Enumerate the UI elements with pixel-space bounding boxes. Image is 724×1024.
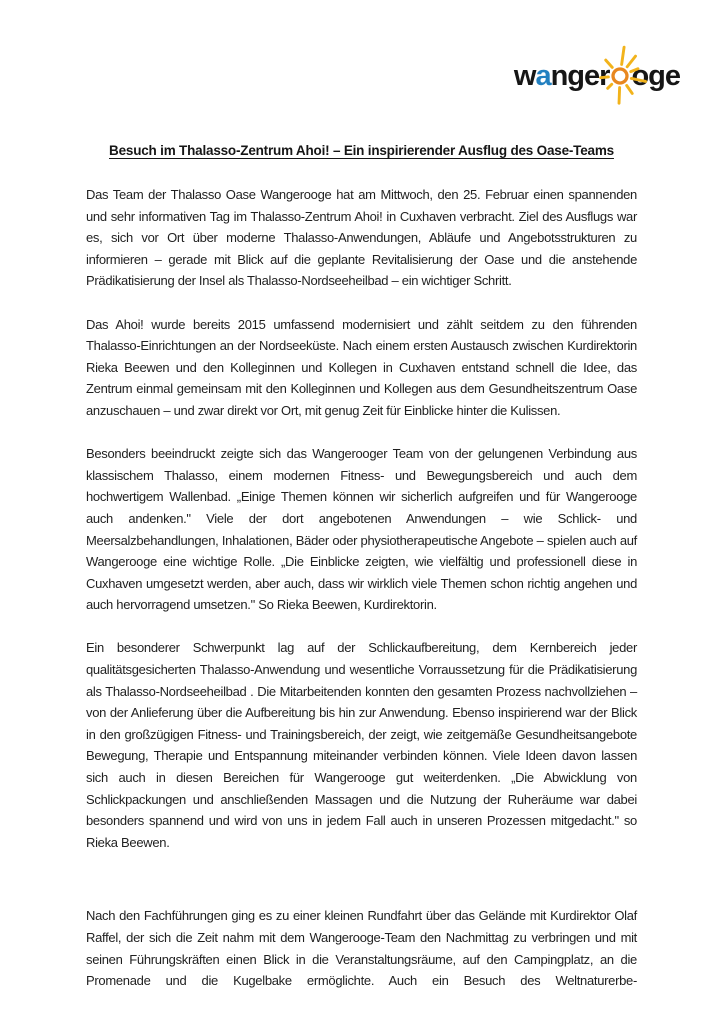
- wangerooge-logo: [514, 60, 680, 93]
- wave-a-icon: a: [535, 60, 551, 92]
- page-title: Besuch im Thalasso-Zentrum Ahoi! – Ein inspirierender Ausflug des Oase-Teams: [109, 143, 614, 158]
- logo-letters-nger: nger: [550, 60, 610, 92]
- paragraph-list: [86, 184, 637, 992]
- logo-letters-oge: oge: [631, 60, 680, 92]
- paragraph: Das Team der Thalasso Oase Wangerooge hat am Mittwoch, den 25. Februar einen spannenden und sehr informativen Tag im Thalasso-Zentrum Ahoi! in Cuxhaven verbracht. Ziel des Ausflugs war es, sich vor Ort über moderne Thalasso-Anwendungen, Abläufe und Angebotsstrukturen zu informieren – gerade mit Blick auf die geplante Revitalisierung der Oase und die anstehende Prädikatisierung der Insel als Thalasso-Nordseeheilbad – ein wichtiger Schritt.: [86, 187, 637, 289]
- document-body: [86, 143, 637, 1013]
- paragraph: Das Ahoi! wurde bereits 2015 umfassend modernisiert und zählt seitdem zu den führenden Thalasso-Einrichtungen an der Nordseeküste. Nach einem ersten Austausch zwischen Kurdirektorin Rieka Beewen und den Kolleginnen und Kollegen in Cuxhaven entstand schnell die Idee, das Zentrum einmal gemeinsam mit den Kolleginnen und Kollegen aus dem Gesundheitszentrum Oase anzuschauen – und zwar direkt vor Ort, mit genug Zeit für Einblicke hinter die Kulissen.: [86, 316, 637, 418]
- paragraph: Ein besonderer Schwerpunkt lag auf der Schlickaufbereitung, dem Kernbereich jeder qualitätsgesicherten Thalasso-Anwendung und wesentliche Vorraussetzung für die Prädikatisierung als Thalasso-Nordseeheilbad . Die Mitarbeitenden konnten den gesamten Prozess nachvollziehen – von der Anlieferung über die Aufbereitung bis hin zur Anwendung. Ebenso inspirierend war der Blick in den großzügigen Fitness- und Trainingsbereich, der zeigt, wie zeitgemäße Gesundheitsangebote Bewegung, Therapie und Entspannung miteinander verbinden können. Viele Ideen davon lassen sich auch in diesen Bereichen für Wangerooge gut weiterdenken. „Die Abwicklung von Schlickpackungen und anschließenden Massagen und die Nutzung der Ruheräume war dabei besonders spannend und wird von uns in jedem Fall auch in unseren Prozessen mitgedacht." so Rieka Beewen.: [86, 640, 637, 850]
- paragraph: Nach den Fachführungen ging es zu einer kleinen Rundfahrt über das Gelände mit Kurdirektor Olaf Raffel, der sich die Zeit nahm mit dem Wangerooge-Team den Nachmittag zu verbringen und mit seinen Führungskräften einen Blick in die Veranstaltungsräume, auf den Campingplatz, an die Promenade und die Kugelbake ermöglichte. Auch ein Besuch des Weltnaturerbe-: [86, 908, 637, 989]
- sun-o-icon: [609, 67, 631, 87]
- paragraph: Besonders beeindruckt zeigte sich das Wangerooger Team von der gelungenen Verbindung aus klassischem Thalasso, einem modernen Fitness- und Bewegungsbereich und auch dem hochwertigem Wallenbad. „Einige Themen können wir sicherlich aufgreifen und für Wangerooge auch andenken." Viele der dort angebotenen Anwendungen – wie Schlick- und Meersalzbehandlungen, Inhalationen, Bäder oder physiotherapeutische Angebote – spielen auch auf Wangerooge eine wichtige Rolle. „Die Einblicke zeigten, wie vielfältig und professionell diese in Cuxhaven umgesetzt werden, aber auch, dass wir wirklich viele Themen schon richtig angehen und auch hervorragend umsetzen." So Rieka Beewen, Kurdirektorin.: [86, 446, 637, 613]
- logo-letter-w: w: [513, 60, 536, 92]
